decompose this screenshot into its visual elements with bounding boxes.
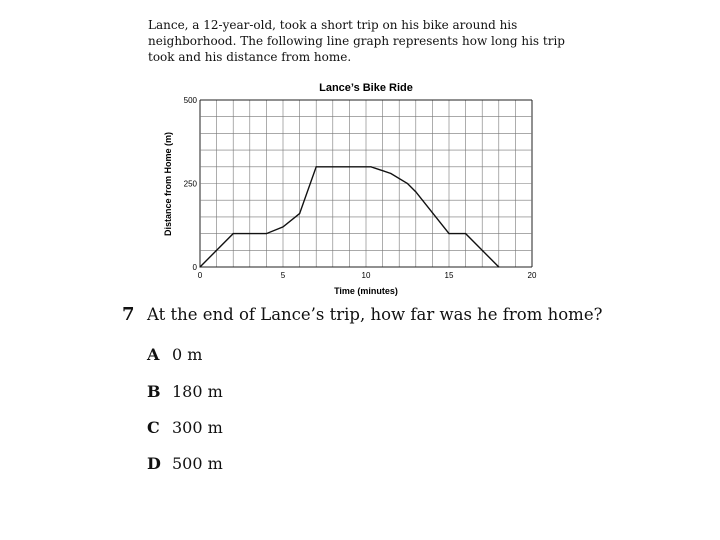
option-text: 180 m [172,382,223,401]
data-point [233,233,234,234]
option-text: 0 m [172,345,203,364]
y-tick-label: 0 [192,263,197,272]
question-text: At the end of Lance’s trip, how far was he from home? [147,305,603,324]
option-letter: D [147,454,161,473]
data-point [266,233,267,234]
data-point [465,233,466,234]
data-point [299,213,300,214]
x-tick-label: 15 [444,271,454,280]
x-tick-label: 0 [197,271,203,280]
option-c[interactable] [147,418,223,437]
x-tick-label: 10 [361,271,371,280]
option-b[interactable] [147,382,223,401]
option-letter: A [147,345,160,364]
data-point [316,166,317,167]
data-point [370,166,371,167]
intro-text: Lance, a 12-year-old, took a short trip on his bike around his neighborhood. The following line graph represents how long his trip took and his distance from home. [148,18,565,64]
chart-title: Lance’s Bike Ride [319,82,413,94]
option-d[interactable] [147,454,223,473]
data-point [448,233,449,234]
option-text: 300 m [172,418,223,437]
x-tick-label: 20 [527,271,537,280]
option-letter: C [147,418,160,437]
data-point [199,266,200,267]
y-tick-label: 500 [183,96,197,105]
x-axis-label: Time (minutes) [334,286,398,296]
option-a[interactable] [147,345,202,364]
y-axis-label: Distance from Home (m) [163,131,173,237]
question-number: 7 [122,304,135,325]
data-point [282,226,283,227]
y-tick-label: 250 [183,179,197,189]
option-letter: B [147,382,161,401]
data-point [390,173,391,174]
option-text: 500 m [172,454,223,473]
data-point [498,266,499,267]
data-point [415,191,416,192]
data-point [407,183,408,184]
x-tick-label: 5 [280,271,286,280]
